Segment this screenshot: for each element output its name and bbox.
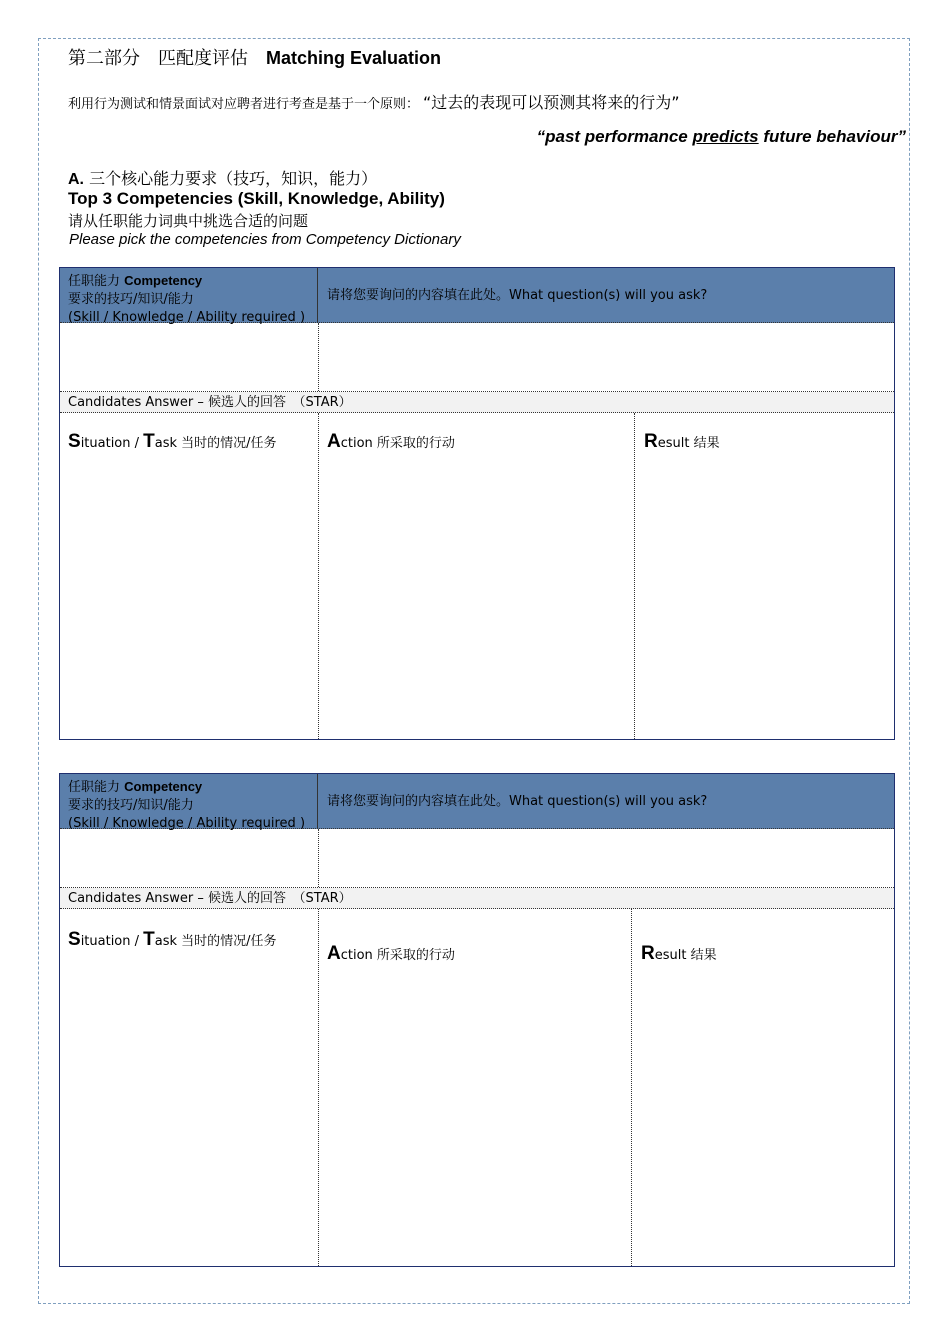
situation-task-cell[interactable]	[60, 909, 318, 1266]
section-a-label: A.	[68, 171, 84, 188]
competency-header	[60, 268, 894, 323]
action-cell[interactable]	[318, 413, 634, 739]
principle-quote-cn: “过去的表现可以预测其将来的行为”	[423, 93, 680, 112]
competency-label-cell	[60, 268, 318, 325]
question-entry-cell[interactable]	[318, 323, 319, 391]
competency-label-en: Competency	[124, 273, 203, 288]
s-letter: S	[68, 929, 81, 950]
a-letter: A	[327, 943, 341, 964]
result-cell[interactable]	[634, 413, 894, 739]
result-label	[644, 431, 720, 453]
a-letter: A	[327, 431, 341, 452]
action-cell[interactable]	[318, 909, 631, 1266]
principle-line	[68, 90, 680, 113]
required-label-cn: 要求的技巧/知识/能力	[68, 292, 194, 307]
quote-en-highlight: predicts	[692, 127, 759, 146]
a-rest: ction 所采取的行动	[340, 436, 455, 451]
required-label-en: (Skill / Knowledge / Ability required )	[68, 816, 306, 831]
section-a-instruction-cn: 请从任职能力词典中挑选合适的问题	[68, 212, 309, 230]
r-rest: esult 结果	[657, 436, 720, 451]
competency-block-1	[59, 267, 895, 740]
section-a-title-en: Top 3 Competencies (Skill, Knowledge, Ability)	[68, 189, 445, 208]
star-answer-row	[60, 909, 894, 1266]
section-a-title-cn-text: 三个核心能力要求（技巧，知识，能力）	[84, 169, 378, 188]
competency-header	[60, 774, 894, 829]
result-label	[641, 943, 717, 965]
section-a-instruction-en: Please pick the competencies from Competency Dictionary	[69, 231, 461, 248]
quote-en-pre: “past performance	[536, 127, 693, 146]
result-cell[interactable]	[631, 909, 894, 1266]
question-entry-row	[60, 323, 894, 392]
required-label-cn: 要求的技巧/知识/能力	[68, 798, 194, 813]
situation-task-label	[68, 431, 277, 453]
action-label	[327, 943, 455, 965]
competency-label-cn: 任职能力	[68, 780, 125, 795]
s-rest: ituation /	[80, 436, 144, 451]
r-rest: esult 结果	[654, 948, 717, 963]
r-letter: R	[641, 943, 655, 964]
s-rest: ituation /	[80, 934, 144, 949]
principle-intro: 利用行为测试和情景面试对应聘者进行考查是基于一个原则：	[68, 97, 420, 112]
t-rest: ask 当时的情况/任务	[154, 934, 277, 949]
competency-label-cn: 任职能力	[68, 274, 125, 289]
candidate-answer-label: Candidates Answer – 候选人的回答 （STAR）	[60, 392, 894, 413]
competency-label-cell	[60, 774, 318, 831]
section-title-cn: 第二部分 匹配度评估	[68, 48, 248, 69]
candidate-answer-label: Candidates Answer – 候选人的回答 （STAR）	[60, 888, 894, 909]
a-rest: ction 所采取的行动	[340, 948, 455, 963]
question-prompt: 请将您要询问的内容填在此处。What question(s) will you ask?	[327, 288, 708, 303]
section-title	[68, 44, 441, 70]
section-title-en: Matching Evaluation	[266, 48, 442, 68]
t-letter: T	[143, 929, 155, 950]
situation-task-cell[interactable]	[60, 413, 318, 739]
action-label	[327, 431, 455, 453]
question-entry-cell[interactable]	[318, 829, 319, 887]
t-rest: ask 当时的情况/任务	[154, 436, 277, 451]
s-letter: S	[68, 431, 81, 452]
star-answer-row	[60, 413, 894, 739]
required-label-en: (Skill / Knowledge / Ability required )	[68, 310, 306, 325]
principle-quote-en	[537, 127, 906, 147]
competency-block-2	[59, 773, 895, 1267]
competency-label-en: Competency	[124, 779, 203, 794]
question-prompt: 请将您要询问的内容填在此处。What question(s) will you ask?	[327, 794, 708, 809]
r-letter: R	[644, 431, 658, 452]
section-a-title-cn	[68, 166, 377, 189]
t-letter: T	[143, 431, 155, 452]
situation-task-label	[68, 929, 277, 951]
question-entry-row	[60, 829, 894, 888]
quote-en-post: future behaviour”	[758, 127, 906, 146]
